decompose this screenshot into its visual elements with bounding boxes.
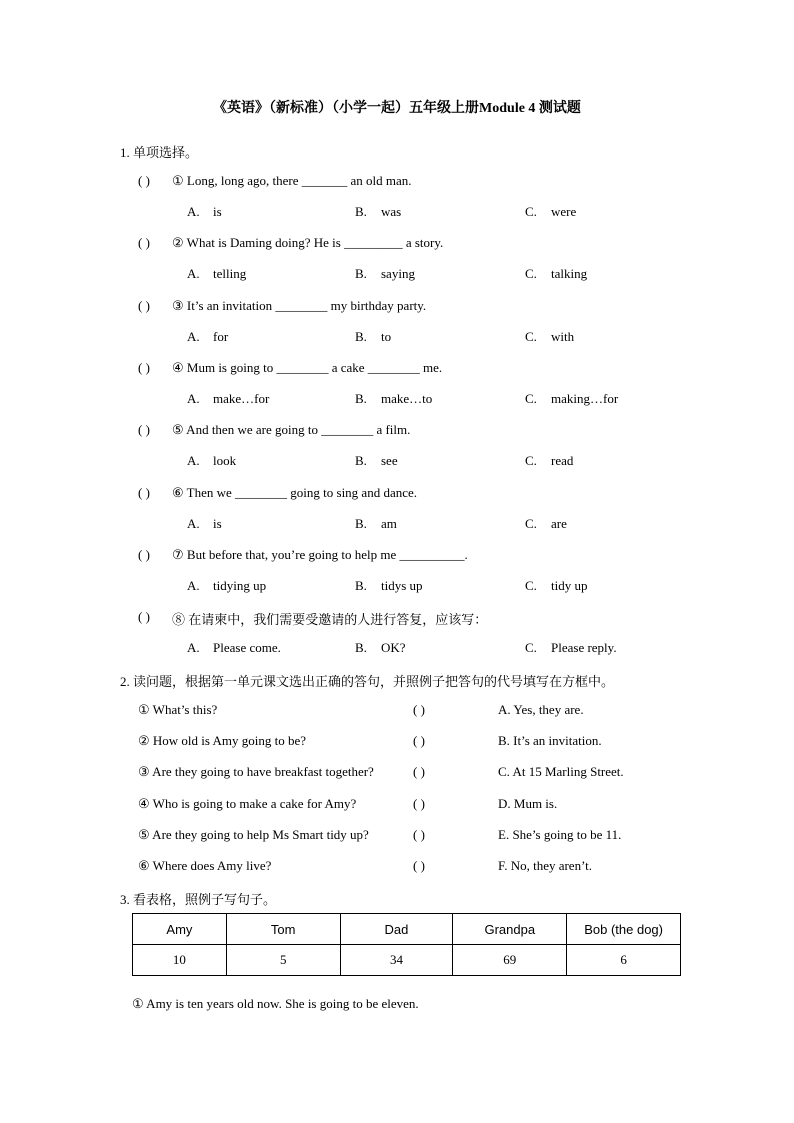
option-letter: B. (355, 578, 367, 593)
table-value-cell: 10 (133, 945, 227, 976)
match-answer-paren: ( ) (413, 796, 425, 811)
option-text: is (213, 204, 222, 219)
match-answer-paren: ( ) (413, 733, 425, 748)
option-text: was (381, 204, 402, 219)
option-b (355, 453, 398, 469)
table-value-cell: 69 (453, 945, 567, 976)
question-text: ② What is Daming doing? He is _________ a story. (172, 235, 444, 250)
option-letter: B. (355, 329, 367, 344)
option-b (355, 266, 415, 282)
question-text: ⑦ But before that, you’re going to help me __________. (172, 547, 468, 562)
answer-paren: ( ) (138, 547, 150, 562)
section1-heading: 1. 单项选择。 (120, 145, 199, 160)
question-text: ④ Mum is going to ________ a cake ________ me. (172, 360, 443, 375)
option-text: make…to (381, 391, 433, 406)
match-answer-paren: ( ) (413, 827, 425, 842)
option-text: look (213, 453, 237, 468)
option-letter: B. (355, 266, 367, 281)
option-letter: A. (187, 329, 200, 344)
option-text: telling (213, 266, 247, 281)
option-letter: B. (355, 453, 367, 468)
option-a (187, 204, 222, 220)
option-a (187, 329, 228, 345)
table-value-cell: 5 (226, 945, 340, 976)
answer-paren: ( ) (138, 298, 150, 313)
option-a (187, 578, 266, 594)
table-header-cell: Amy (133, 914, 227, 945)
option-a (187, 516, 222, 532)
option-b (355, 578, 423, 594)
option-text: tidying up (213, 578, 267, 593)
option-letter: C. (525, 453, 537, 468)
option-b (355, 204, 401, 220)
option-b (355, 329, 391, 345)
option-text: make…for (213, 391, 270, 406)
question-text: ⑧ 在请柬中，我们需要受邀请的人进行答复，应该写： (172, 612, 488, 627)
table-value-cell: 34 (340, 945, 453, 976)
section3-example: ① Amy is ten years old now. She is going to be eleven. (132, 996, 419, 1011)
option-letter: A. (187, 266, 200, 281)
match-answer-paren: ( ) (413, 702, 425, 717)
option-letter: C. (525, 391, 537, 406)
option-c (525, 204, 576, 220)
option-letter: A. (187, 640, 200, 655)
match-answer: C. At 15 Marling Street. (498, 764, 624, 779)
option-text: for (213, 329, 229, 344)
option-text: tidys up (381, 578, 423, 593)
age-table-value-row (133, 945, 681, 976)
option-b (355, 640, 406, 656)
answer-paren: ( ) (138, 609, 150, 624)
table-value-cell: 6 (567, 945, 681, 976)
table-header-cell: Tom (226, 914, 340, 945)
option-text: am (381, 516, 397, 531)
option-letter: A. (187, 453, 200, 468)
option-text: saying (381, 266, 415, 281)
match-answer: E. She’s going to be 11. (498, 827, 622, 842)
section3-heading: 3. 看表格，照例子写句子。 (120, 892, 277, 907)
option-b (355, 516, 397, 532)
option-letter: C. (525, 578, 537, 593)
option-letter: A. (187, 391, 200, 406)
option-letter: B. (355, 204, 367, 219)
option-text: read (551, 453, 574, 468)
age-table (132, 913, 681, 976)
option-letter: C. (525, 516, 537, 531)
option-letter: B. (355, 516, 367, 531)
answer-paren: ( ) (138, 360, 150, 375)
option-a (187, 453, 236, 469)
option-letter: A. (187, 516, 200, 531)
option-b (355, 391, 432, 407)
answer-paren: ( ) (138, 422, 150, 437)
option-text: talking (551, 266, 588, 281)
question-text: ⑤ And then we are going to ________ a film. (172, 422, 411, 437)
option-text: Please reply. (551, 640, 617, 655)
section2-heading: 2. 读问题，根据第一单元课文选出正确的答句，并照例子把答句的代号填写在方框中。 (120, 674, 615, 689)
option-text: to (381, 329, 392, 344)
option-letter: B. (355, 640, 367, 655)
match-question: ⑤ Are they going to help Ms Smart tidy up? (138, 827, 369, 842)
option-c (525, 516, 567, 532)
match-answer: B. It’s an invitation. (498, 733, 602, 748)
option-c (525, 266, 587, 282)
option-letter: C. (525, 266, 537, 281)
match-answer: D. Mum is. (498, 796, 558, 811)
table-header-cell: Grandpa (453, 914, 567, 945)
option-text: making…for (551, 391, 619, 406)
match-question: ④ Who is going to make a cake for Amy? (138, 796, 357, 811)
option-a (187, 266, 246, 282)
option-c (525, 578, 587, 594)
option-c (525, 391, 618, 407)
question-text: ⑥ Then we ________ going to sing and dance. (172, 485, 418, 500)
option-text: are (551, 516, 567, 531)
match-question: ② How old is Amy going to be? (138, 733, 307, 748)
option-a (187, 391, 269, 407)
table-header-cell: Bob (the dog) (567, 914, 681, 945)
option-c (525, 453, 573, 469)
match-question: ① What’s this? (138, 702, 218, 717)
option-c (525, 640, 617, 656)
option-letter: C. (525, 329, 537, 344)
question-text: ① Long, long ago, there _______ an old man. (172, 173, 412, 188)
answer-paren: ( ) (138, 485, 150, 500)
option-letter: A. (187, 578, 200, 593)
option-c (525, 329, 574, 345)
option-a (187, 640, 281, 656)
answer-paren: ( ) (138, 235, 150, 250)
answer-paren: ( ) (138, 173, 150, 188)
match-answer: F. No, they aren’t. (498, 858, 593, 873)
option-text: OK? (381, 640, 406, 655)
match-question: ⑥ Where does Amy live? (138, 858, 272, 873)
option-text: Please come. (213, 640, 281, 655)
match-answer: A. Yes, they are. (498, 702, 584, 717)
option-text: tidy up (551, 578, 588, 593)
question-text: ③ It’s an invitation ________ my birthday party. (172, 298, 427, 313)
option-text: see (381, 453, 398, 468)
option-text: with (551, 329, 575, 344)
match-answer-paren: ( ) (413, 858, 425, 873)
option-letter: A. (187, 204, 200, 219)
option-text: were (551, 204, 577, 219)
match-question: ③ Are they going to have breakfast together? (138, 764, 374, 779)
page-title: 《英语》（新标准）（小学一起）五年级上册Module 4 测试题 (213, 101, 581, 116)
table-header-cell: Dad (340, 914, 453, 945)
option-text: is (213, 516, 222, 531)
option-letter: C. (525, 204, 537, 219)
option-letter: C. (525, 640, 537, 655)
age-table-header-row (133, 914, 681, 945)
match-answer-paren: ( ) (413, 764, 425, 779)
option-letter: B. (355, 391, 367, 406)
